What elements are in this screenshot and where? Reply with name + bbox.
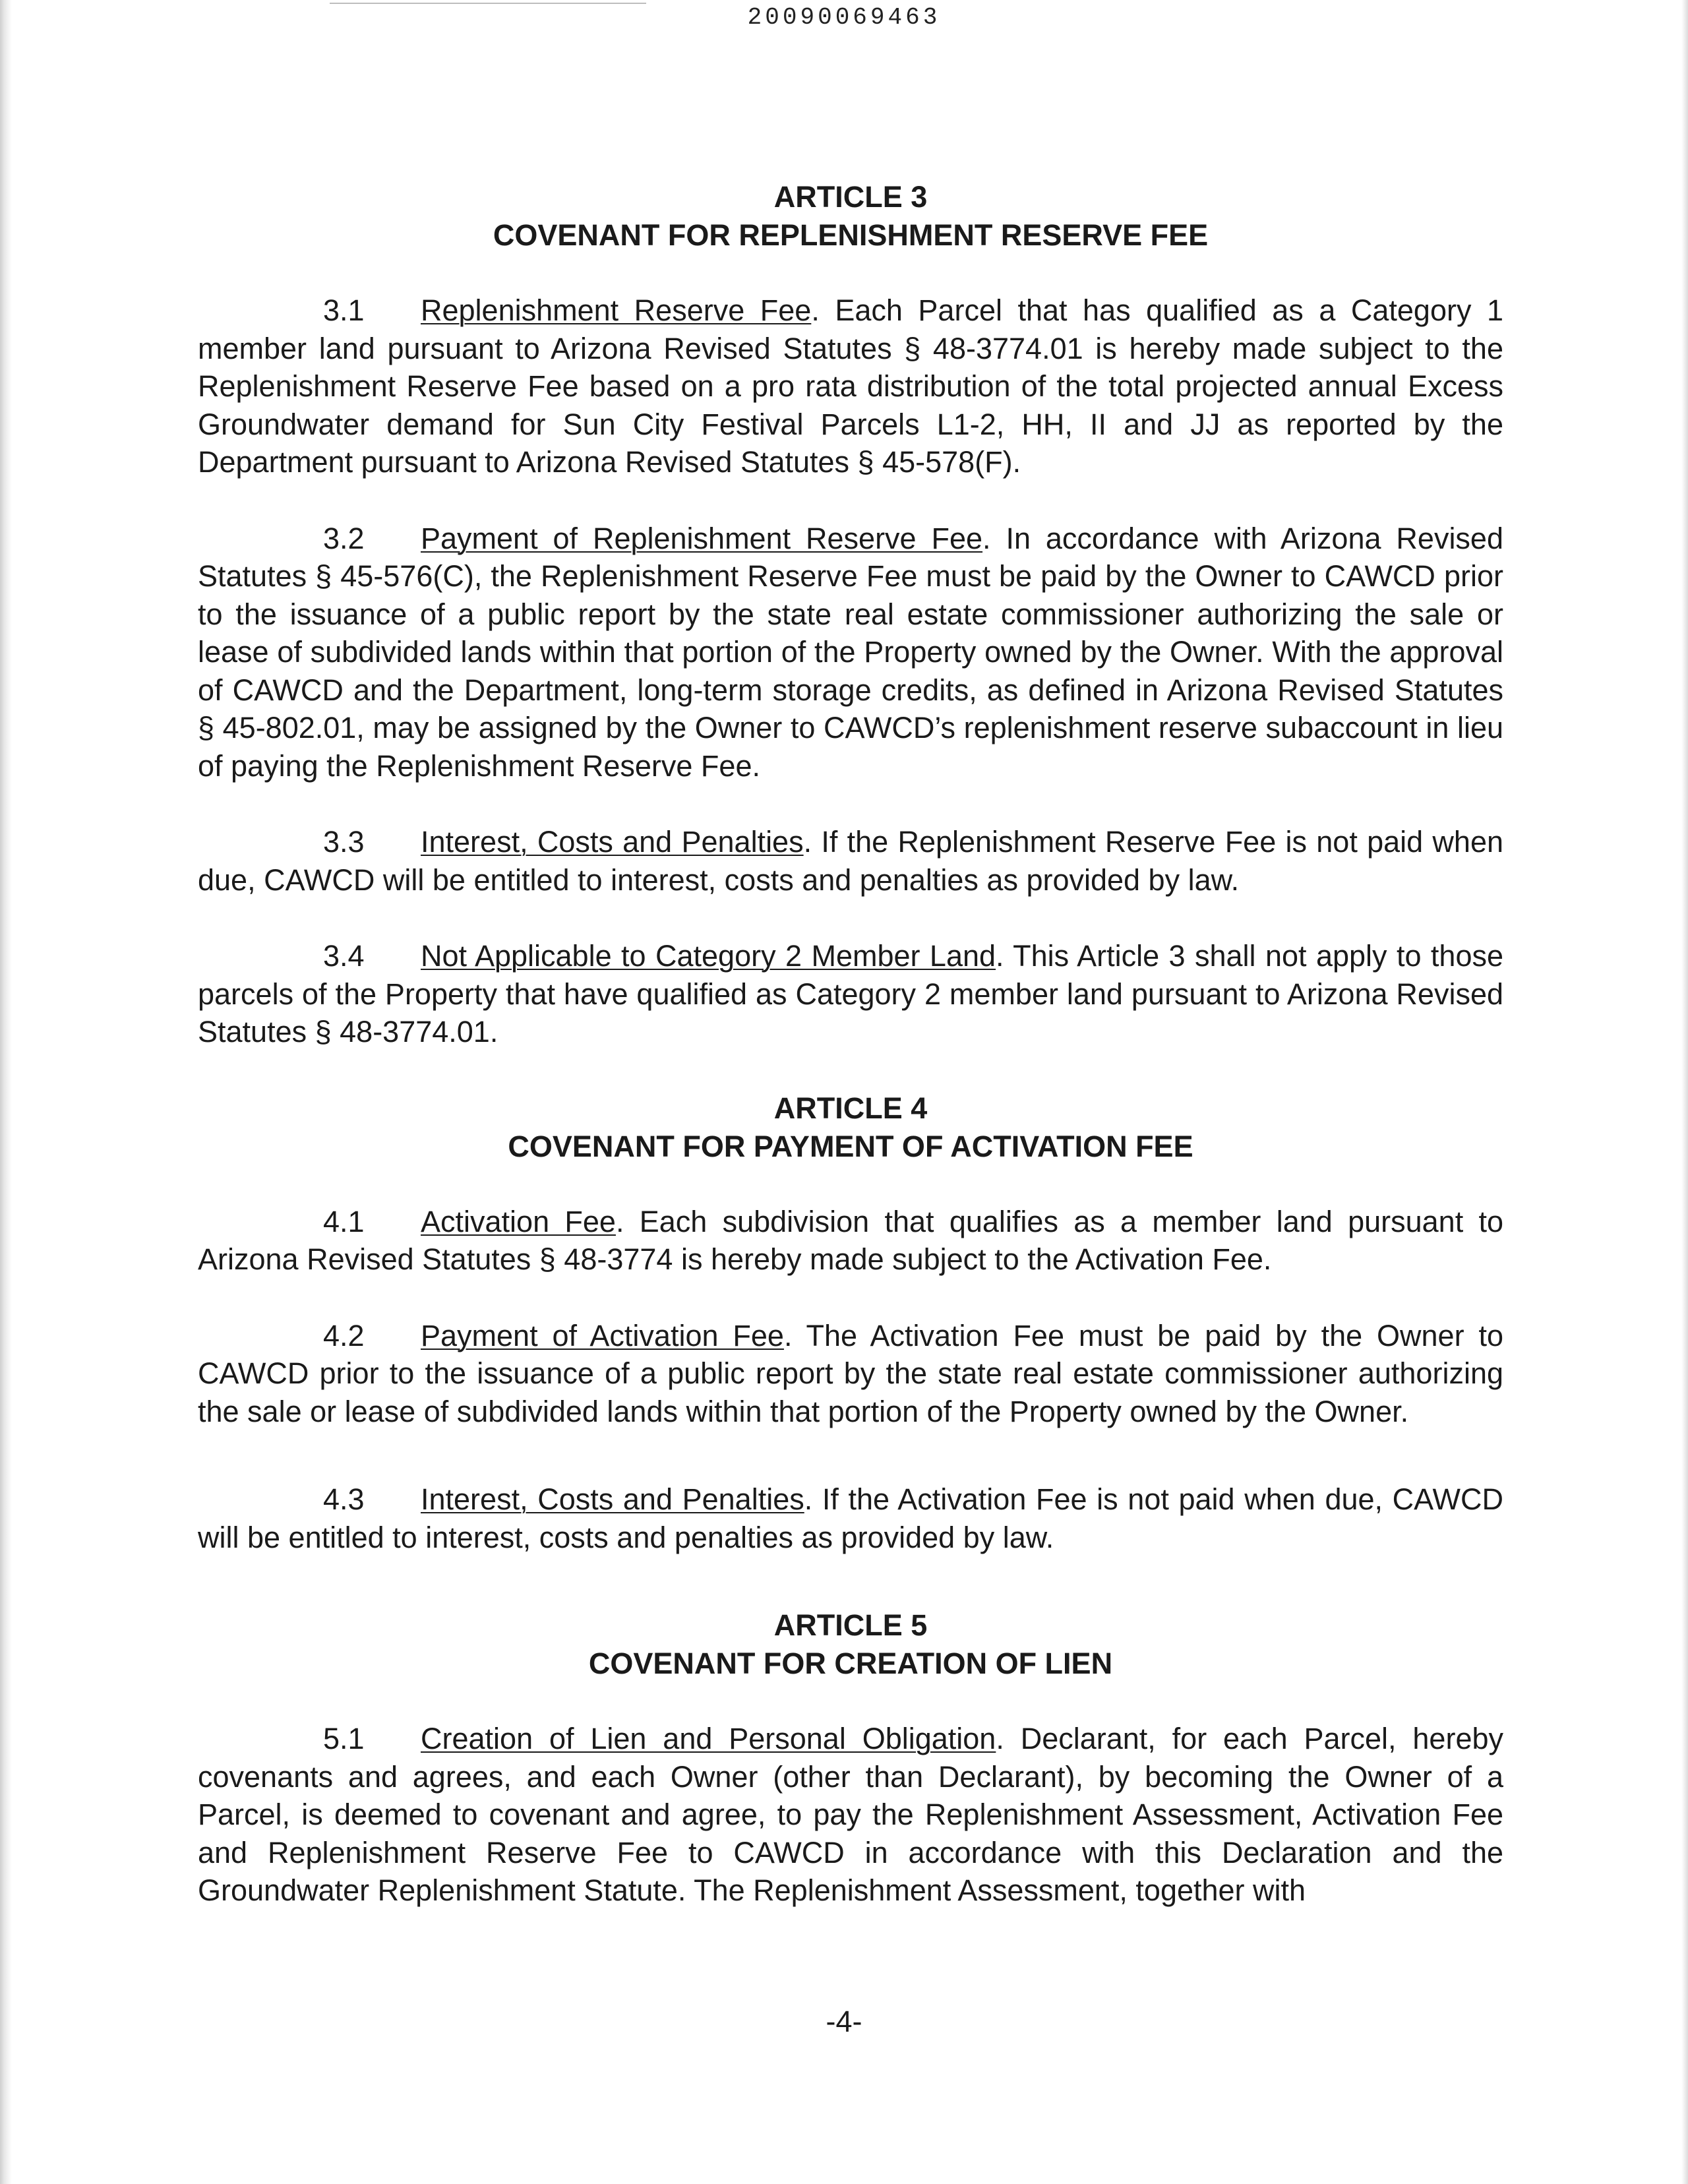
- section-title: Replenishment Reserve Fee: [421, 293, 812, 327]
- article-3-subheading: COVENANT FOR REPLENISHMENT RESERVE FEE: [493, 218, 1209, 252]
- article-3: [198, 178, 1503, 1051]
- section-title: Interest, Costs and Penalties: [421, 825, 804, 859]
- section-title: Payment of Replenishment Reserve Fee: [421, 521, 983, 555]
- section-number: 3.3: [323, 825, 365, 859]
- section-text: . Each Parcel that has qualified as a Category 1 member land pursuant to Arizona Revised Statutes § 48-3774.01 is hereby made subject to the Replenishment Reserve Fee based on a pro rata distribution of the total projected annual Excess Groundwater demand for Sun City Festival Parcels L1-2, HH, II and JJ as reported by the Department pursuant to Arizona Revised Statutes § 45-578(F).: [198, 293, 1503, 479]
- section-text: . Each subdivision that qualifies as a member land pursuant to Arizona Revised Statutes § 48-3774 is hereby made subject to the Activation Fee.: [198, 1204, 1504, 1276]
- section-4-3: [198, 1480, 1503, 1556]
- section-3-4: [198, 937, 1503, 1051]
- section-number: 3.2: [323, 521, 365, 555]
- section-5-1: [198, 1720, 1503, 1910]
- section-text: . The Activation Fee must be paid by the Owner to CAWCD prior to the issuance of a public report by the state real estate commissioner authorizing the sale or lease of subdivided lands within that portion of the Property owned by the Owner.: [198, 1318, 1503, 1428]
- section-3-1: [198, 291, 1503, 481]
- section-title: Not Applicable to Category 2 Member Land: [421, 939, 996, 973]
- article-4-heading: ARTICLE 4: [773, 1091, 928, 1125]
- section-3-2: [198, 520, 1503, 785]
- section-text: . This Article 3 shall not apply to those parcels of the Property that have qualified as Category 2 member land pursuant to Arizona Revised Statutes § 48-3774.01.: [198, 939, 1503, 1048]
- article-4-subheading: COVENANT FOR PAYMENT OF ACTIVATION FEE: [508, 1129, 1193, 1163]
- section-title: Activation Fee: [421, 1204, 616, 1238]
- section-text: . If the Replenishment Reserve Fee is not paid when due, CAWCD will be entitled to interest, costs and penalties as provided by law.: [198, 825, 1503, 897]
- section-3-3: [198, 823, 1503, 899]
- article-5: [198, 1606, 1503, 1910]
- section-number: 4.2: [323, 1318, 365, 1352]
- article-3-heading: ARTICLE 3: [773, 180, 928, 214]
- article-4: [198, 1089, 1503, 1557]
- section-text: . Declarant, for each Parcel, hereby covenants and agrees, and each Owner (other than Declarant), by becoming the Owner of a Parcel, is deemed to covenant and agree, to pay the Replenishment Assessment, Activation Fee and Replenishment Reserve Fee to CAWCD in accordance with this Declaration and the Groundwater Replenishment Statute. The Replenishment Assessment, together with: [198, 1722, 1503, 1907]
- section-4-2: [198, 1317, 1503, 1431]
- article-5-subheading: COVENANT FOR CREATION OF LIEN: [588, 1647, 1113, 1680]
- section-number: 4.3: [323, 1482, 365, 1516]
- section-text: . In accordance with Arizona Revised Statutes § 45-576(C), the Replenishment Reserve Fee must be paid by the Owner to CAWCD prior to the issuance of a public report by the state real estate commissioner authorizing the sale or lease of subdivided lands within that portion of the Property owned by the Owner. With the approval of CAWCD and the Department, long-term storage credits, as defined in Arizona Revised Statutes § 45-802.01, may be assigned by the Owner to CAWCD’s replenishment reserve subaccount in lieu of paying the Replenishment Reserve Fee.: [198, 521, 1503, 783]
- section-text: . If the Activation Fee is not paid when due, CAWCD will be entitled to interest, costs and penalties as provided by law.: [198, 1482, 1503, 1554]
- section-title: Interest, Costs and Penalties: [421, 1482, 804, 1516]
- section-4-1: [198, 1203, 1503, 1279]
- section-number: 4.1: [323, 1204, 365, 1238]
- scan-edge-left: [0, 0, 12, 2184]
- section-title: Payment of Activation Fee: [421, 1318, 784, 1352]
- section-number: 3.1: [323, 293, 365, 327]
- document-number: 20090069463: [747, 4, 941, 31]
- page-number: -4-: [826, 2005, 862, 2038]
- document-body: [198, 178, 1503, 1910]
- article-5-heading: ARTICLE 5: [773, 1608, 928, 1642]
- section-title: Creation of Lien and Personal Obligation: [421, 1722, 996, 1755]
- section-number: 3.4: [323, 939, 365, 973]
- section-number: 5.1: [323, 1722, 365, 1755]
- scan-edge-right: [1681, 0, 1688, 2184]
